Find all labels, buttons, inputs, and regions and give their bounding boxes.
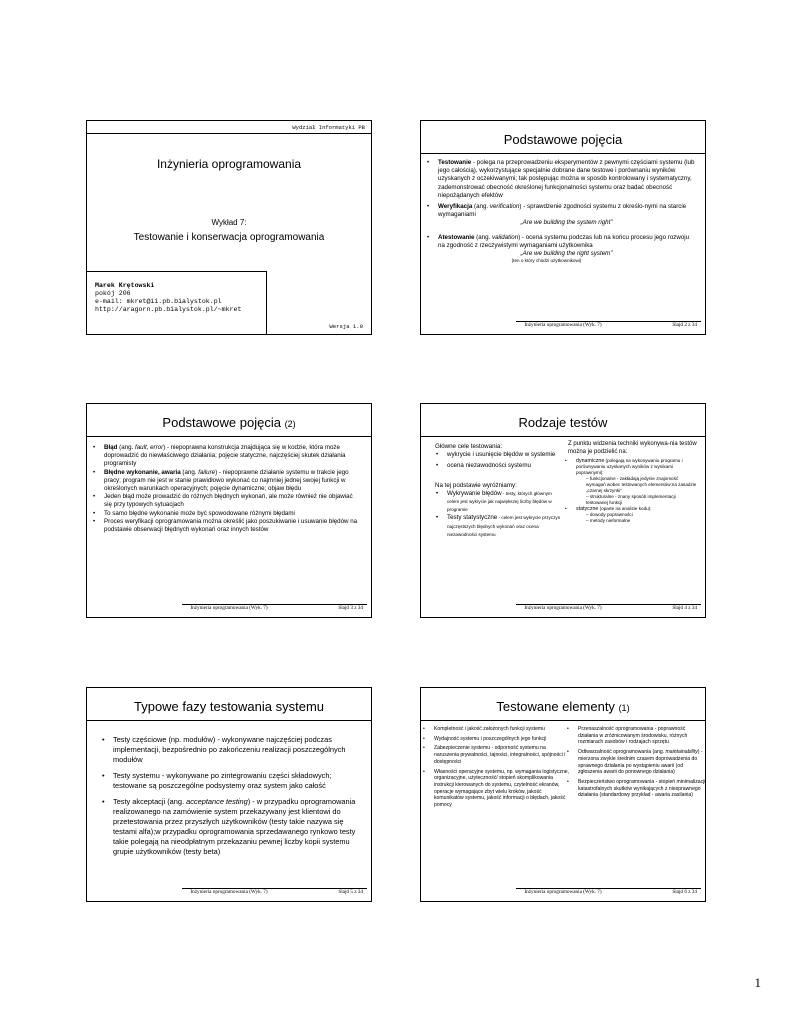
list-item: • Własności operacyjne systemu, np. wymagania logistyczne, organizacyjne, użyteczność/ stopień skomplikowania instrukcji kierowanych do systemu, czytelność ekranów, operacje wymagające zbyt wielu kroków, jakość komunikatów systemu, jakość informacji o błędach, jakość pomocy: [434, 769, 570, 809]
list-item: • Bezpieczeństwo oprogramowania - stopień minimalizacji katastrofalnych skutków wynikających z niesprawnego działania (standardowy przykład - awaria zasilania): [578, 779, 706, 799]
list-item: • Wykrywanie błędów - testy, których głównym celem jest wykrycie jak największej liczby błędów w programie: [447, 490, 563, 515]
definition-list: [421, 159, 705, 264]
slide-title: Podstawowe pojęcia (2): [162, 415, 296, 430]
slide-title: Typowe fazy testowania systemu: [133, 699, 325, 714]
right-column: [568, 441, 698, 524]
footer-title: Inżynieria oprogramowania (Wyk. 7): [190, 889, 268, 895]
list-item: • Kompletność i jakość założonych funkcji systemu: [434, 726, 570, 733]
list-item: • statyczne (oparte na analizie kodu): – dowody poprawności – metody nieformalne: [576, 506, 698, 524]
slide-6: [420, 687, 706, 902]
slide-title: Testowane elementy (1): [496, 699, 630, 714]
author-name: Marek Krętowski: [95, 282, 155, 289]
slide-5: [86, 687, 372, 902]
title-rule: [421, 436, 705, 437]
list-item: • wykrycie i usunięcie błędów w systemie: [447, 451, 563, 459]
list-item: • Testy akceptacji (ang. acceptance testing) - w przypadku oprogramowania realizowanego na zamówienie system przekazywany jest klientowi do przetestowania przez przyszłych użytkowników (testy takie nazywa się testami alfa);w przypadku oprogramowania sprzedawanego rynkowo testy takie polegają na nieodpłatnym przekazaniu pewnej liczby kopii systemu grupie użytkowników (testy beta): [113, 797, 357, 857]
list-item: • Odtwarzalność oprogramowania (ang. maintainability) - mierzona zwykle średnim czasem doprowadzenia do sprawnego działania po wystąpieniu awarii (od zgłoszenia awarii do ponownego działania): [578, 749, 706, 776]
author-url: http://aragorn.pb.bialystok.pl/~mkret: [95, 306, 242, 313]
slide-number: Slajd 4 z 34: [672, 605, 697, 611]
header-rule: [87, 133, 371, 134]
author-email: e-mail: mkret@ii.pb.bialystok.pl: [95, 298, 222, 305]
list-item: • Przenaszalność oprogramowania - poprawność działania w zróżnicowanym środowisku, różnych rozmiarach zasobów i rodzajach sprzętu: [578, 726, 706, 746]
title-rule: [421, 153, 705, 154]
slide-title: Podstawowe pojęcia: [503, 132, 623, 147]
right-list: [566, 726, 706, 799]
left-list: [421, 726, 570, 809]
left-heading: Główne cele testowania:: [435, 443, 503, 450]
title-rule: [87, 436, 371, 437]
list-item: • Testy statystyczne - celem jest wykrycie przyczyn najczęstszych błędnych wykonań oraz ocena niezawodności systemu: [447, 514, 563, 539]
slide-number: Slajd 3 z 34: [338, 605, 363, 611]
slide-2: [420, 120, 706, 335]
faculty-label: Wydział Informatyki PB: [292, 124, 365, 131]
footer-title: Inżynieria oprogramowania (Wyk. 7): [524, 322, 602, 328]
lecture-number: Wykład 7:: [211, 218, 247, 227]
left-heading-2: Na tej podstawie wyróżniamy:: [435, 481, 517, 489]
slide-number: Slajd 5 z 34: [338, 889, 363, 895]
list-item: • Proces weryfikacji oprogramowania można określić jako poszukiwanie i usuwanie błędów na podstawie obserwacji błędnych wykonań oraz innych testów: [104, 518, 361, 534]
title-rule: [421, 720, 705, 721]
quote: „Are we building the right system”: [520, 250, 613, 258]
author-room: pokój 206: [95, 290, 131, 297]
title-rule: [87, 720, 371, 721]
list-item: • Wydajność systemu i poszczególnych jego funkcji: [434, 736, 570, 743]
phase-list: [87, 735, 371, 857]
lecture-title: Testowanie i konserwacja oprogramowania: [133, 232, 325, 243]
note: (ten o który chodzi użytkownikowi): [511, 258, 582, 264]
footer-title: Inżynieria oprogramowania (Wyk. 7): [524, 605, 602, 611]
slide-1: [86, 120, 372, 335]
left-column: [435, 443, 563, 539]
sub-item: – funkcjonalne - zakładają jedynie znajomość wymagań wobec testowanych elementów;na zasadzie „czarnej skrzynki”: [586, 476, 697, 494]
author-box: [87, 271, 267, 335]
list-item: • Testy systemu - wykonywane po zintegrowaniu części składowych; testowane są poszczególne podsystemy oraz system jako całość: [113, 771, 357, 791]
list-item: • Zabezpieczenie systemu - odporność systemu na naruszenia prywatności, tajności, integralności, spójności i dostępności: [434, 745, 570, 765]
course-title: Inżynieria oprogramowania: [156, 157, 302, 171]
footer-title: Inżynieria oprogramowania (Wyk. 7): [524, 889, 602, 895]
list-item: • Testowanie - polega na przeprowadzeniu eksperymentów z pewnymi częściami systemu (lub jego całością), wykorzystujące specjalnie dobrane dane testowe i porównaniu wyników uzyskanych z oczekiwanymi; tak postępując można w sposób kontrolowany i systematyczny, zademonstrować obecność określonej funkcjonalności systemu oraz badać obecność niepożądanych efektów: [438, 159, 695, 200]
definition-list: [87, 444, 371, 534]
quote: „Are we building the system right”: [520, 219, 613, 227]
slide-number: Slajd 6 z 34: [672, 889, 697, 895]
list-item: • Atestowanie (ang. validation) - ocena systemu podczas lub na końcu procesu jego rozwoju na zgodność z rzeczywistymi wymaganiami użytkownika „Are we building the right system” (ten o który chodzi użytkownikowi): [438, 234, 695, 265]
slide-number: Slajd 2 z 34: [672, 322, 697, 328]
version-label: Wersja 1.0: [329, 323, 363, 330]
slide-4: [420, 403, 706, 618]
list-item: • Weryfikacja (ang. verification) - sprawdzenie zgodności systemu z określo-nymi na starcie wymaganiami „Are we building the system right”: [438, 203, 695, 228]
list-item: • Błędne wykonanie, awaria (ang. failure) - niepoprawne działanie systemu w trakcie jego pracy; program nie jest w stanie prawidłowo wykonać co najmniej jednej swojej funkcji w określonych warunkach operacyjnych; pojęcie dynamiczne; objaw błędu: [104, 469, 361, 494]
list-item: • To samo błędne wykonanie może być spowodowane różnymi błędami: [104, 510, 361, 518]
sub-item: – metody nieformalne: [586, 518, 631, 524]
sub-item: – dowody poprawności: [586, 512, 633, 518]
list-item: • dynamiczne (polegają na wykonywaniu programu i porównywaniu uzyskanych wyników z wynikami poprawnymi): – funkcjonalne - zakładają jedynie znajomość wymagań wobec testowanych elementów;na zasadzie „czarnej skrzynki” – strukturalne - znany sposób implementacji testowanej funkcji: [576, 458, 698, 506]
list-item: • Jeden błąd może prowadzić do różnych błędnych wykonań, ale może również nie objawiać się przy typowych sytuacjach: [104, 493, 361, 509]
page-number: 1: [754, 975, 761, 990]
slide-title: Rodzaje testów: [518, 415, 608, 430]
slide-3: [86, 403, 372, 618]
list-item: • Błąd (ang. fault, error) - niepoprawna konstrukcja znajdująca się w kodzie, która może doprowadzić do niewłaściwego działania; pojęcie statyczne, najczęściej skutek działania programisty: [104, 444, 361, 469]
list-item: • ocena niezawodności systemu: [447, 462, 563, 470]
list-item: • Testy częściowe (np. modułów) - wykonywane najczęściej podczas implementacji, bezpośrednio po zakończeniu realizacji poszczególnych modułów: [113, 735, 357, 765]
right-heading: Z punktu widzenia techniki wykonywa-nia testów można je podzielić na:: [568, 441, 697, 455]
sub-item: – strukturalne - znany sposób implementacji testowanej funkcji: [586, 494, 676, 506]
footer-title: Inżynieria oprogramowania (Wyk. 7): [190, 605, 268, 611]
